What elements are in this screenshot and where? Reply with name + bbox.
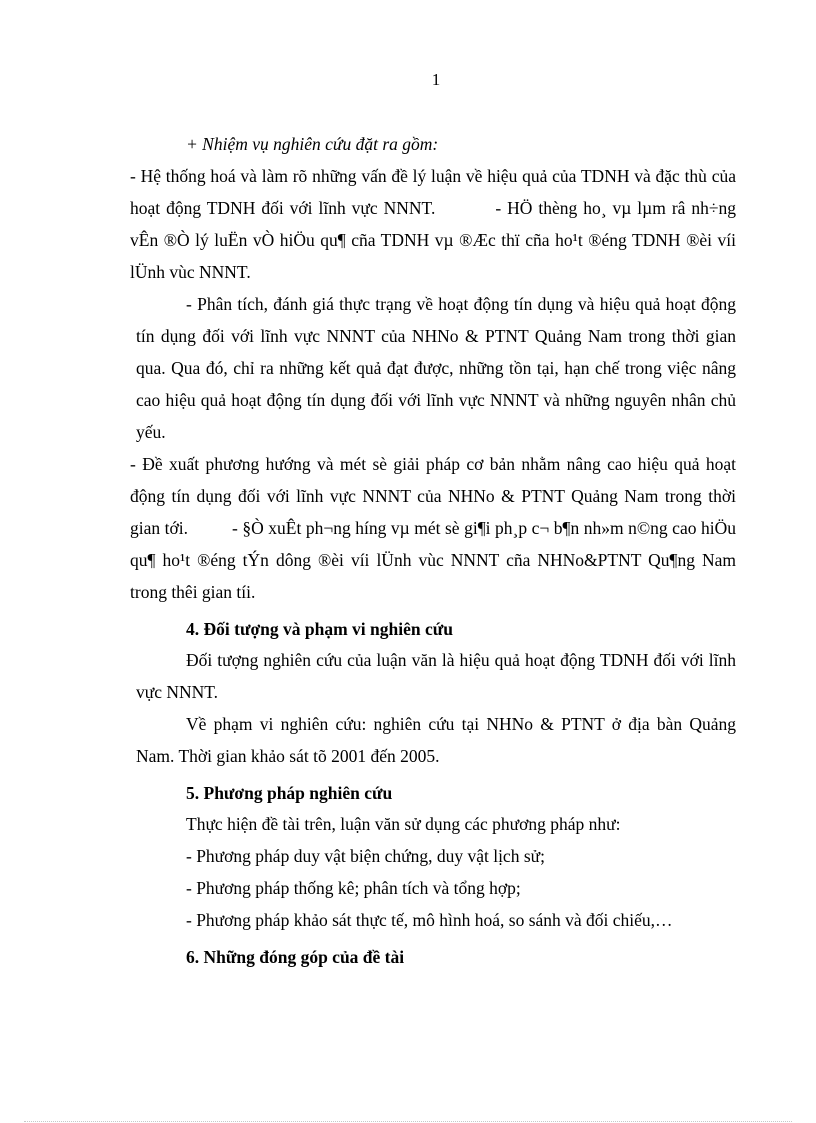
section-5-intro: Thực hiện đề tài trên, luận văn sử dụng các phương pháp như: <box>186 814 621 834</box>
task-paragraph-1-garbled: - HÖ thèng ho¸ vµ lµm râ nh÷ng vÊn ®Ò lý luËn vÒ hiÖu qu¶ cña TDNH vµ ®Æc thï cña ho¹t ®éng TDNH ®èi víi lÜnh vùc NNNT. <box>130 198 736 282</box>
task-paragraph-1 <box>130 160 736 288</box>
task-paragraph-3 <box>130 448 736 608</box>
tasks-heading: + Nhiệm vụ nghiên cứu đặt ra gồm: <box>186 134 439 154</box>
section-6-title: 6. Những đóng góp của đề tài <box>186 947 405 967</box>
page-number: 1 <box>431 70 441 89</box>
method-item: - Phương pháp khảo sát thực tế, mô hình hoá, so sánh và đối chiếu,… <box>186 910 673 930</box>
method-item: - Phương pháp thống kê; phân tích và tổng hợp; <box>186 878 521 898</box>
method-item: - Phương pháp duy vật biện chứng, duy vật lịch sử; <box>186 846 545 866</box>
section-4-title: 4. Đối tượng và phạm vi nghiên cứu <box>186 619 453 639</box>
section-4-scope: Về phạm vi nghiên cứu: nghiên cứu tại NHNo & PTNT ở địa bàn Quảng Nam. Thời gian khảo sát tõ 2001 đến 2005. <box>136 714 736 766</box>
section-4-object: Đối tượng nghiên cứu của luận văn là hiệu quả hoạt động TDNH đối với lĩnh vực NNNT. <box>136 650 736 702</box>
page-bottom-divider <box>24 1121 792 1122</box>
task-paragraph-3-text: - Đề xuất phương hướng và mét sè giải pháp cơ bản nhằm nâng cao hiệu quả hoạt động tín dụng đối với lĩnh vực NNNT của NHNo & PTNT Quảng Nam trong thời gian tới. <box>130 454 736 538</box>
section-5-title: 5. Phương pháp nghiên cứu <box>186 783 393 803</box>
task-paragraph-2: - Phân tích, đánh giá thực trạng về hoạt động tín dụng và hiệu quả hoạt động tín dụng đối với lĩnh vực NNNT của NHNo & PTNT Quảng Nam trong thời gian qua. Qua đó, chỉ ra những kết quả đạt được, những tồn tại, hạn chế trong việc nâng cao hiệu quả hoạt động tín dụng đối với lĩnh vực NNNT và những nguyên nhân chủ yếu. <box>136 294 736 442</box>
task-paragraph-1-text: - Hệ thống hoá và làm rõ những vấn đề lý luận về hiệu quả của TDNH và đặc thù của hoạt động TDNH đối với lĩnh vực NNNT. <box>130 166 736 218</box>
task-paragraph-3-garbled: - §Ò xuÊt ph¬ng híng vµ mét sè gi¶i ph¸p c¬ b¶n nh»m n©ng cao hiÖu qu¶ ho¹t ®éng tÝn dông ®èi víi lÜnh vùc NNNT cña NHNo&PTNT Qu¶ng Nam trong thêi gian tíi. <box>130 518 736 602</box>
document-body <box>130 128 736 972</box>
